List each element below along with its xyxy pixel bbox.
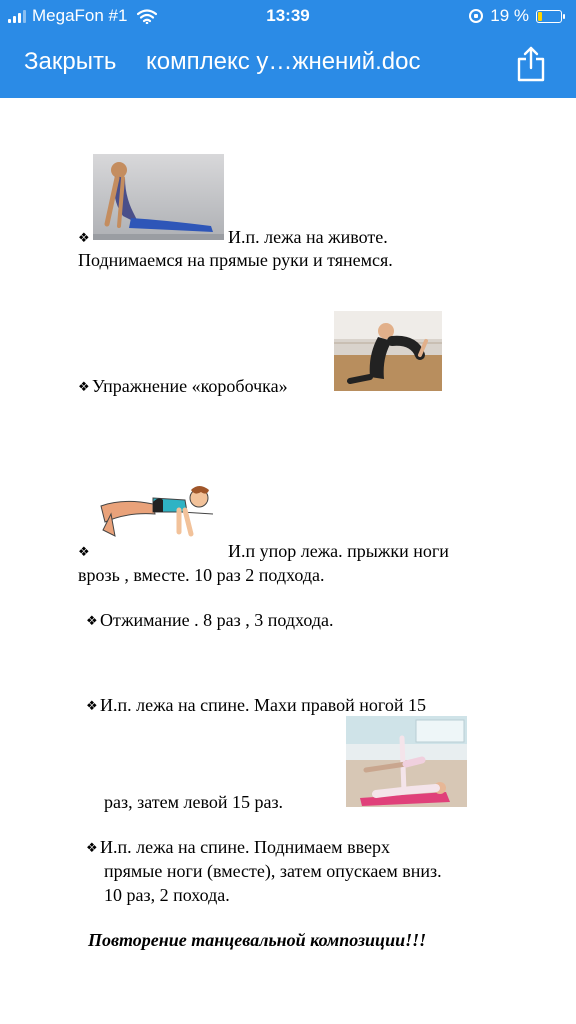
battery-percent: 19 % [490,6,529,25]
signal-icon [8,10,26,23]
bullet-icon: ❖ [86,840,98,855]
exercise-1-line-2: Поднимаемся на прямые руки и тянемся. [78,250,393,270]
rotation-lock-icon [469,9,483,23]
bullet-icon: ❖ [86,613,98,628]
exercise-6-line-3: 10 раз, 2 похода. [104,885,230,905]
exercise-6-line-2: прямые ноги (вместе), затем опускаем вниз. [104,861,442,881]
close-button[interactable]: Закрыть [24,48,117,75]
exercise-4-line-1: ❖ Отжимание . 8 раз , 3 подхода. [86,608,333,633]
exercise-3-line-2: врозь , вместе. 10 раз 2 подхода. [78,565,325,585]
status-bar [0,0,576,34]
top-bar [0,0,576,98]
status-time: 13:39 [266,6,310,25]
box-pose-photo [334,311,442,391]
share-icon[interactable] [515,46,547,82]
wifi-icon [137,9,157,24]
bullet-icon: ❖ [78,379,90,394]
document-title: комплекс у…жнений.doc [146,48,421,75]
bullet-icon: ❖ [78,230,90,245]
status-right [469,6,562,26]
status-left [8,6,157,26]
exercise-5-line-2: раз, затем левой 15 раз. [104,792,284,812]
exercise-5-line-1: ❖ И.п. лежа на спине. Махи правой ногой 15 [86,693,426,718]
leg-swings-photo [346,716,467,807]
bullet-icon: ❖ [78,544,90,559]
exercise-6-line-1: ❖ И.п. лежа на спине. Поднимаем вверх [86,835,390,860]
exercise-2-line-1: ❖ Упражнение «коробочка» [78,374,288,399]
bullet-icon: ❖ [86,698,98,713]
battery-icon [536,10,562,23]
exercise-1-line-1: ❖ И.п. лежа на животе. [78,225,388,250]
navigation-bar [0,44,576,90]
closing-note: Повторение танцевальной композиции!!! [88,930,427,950]
exercise-3-line-1: ❖ И.п упор лежа. прыжки ноги [78,539,449,564]
document-view[interactable] [0,98,576,1024]
carrier-name: MegaFon #1 [32,6,128,25]
